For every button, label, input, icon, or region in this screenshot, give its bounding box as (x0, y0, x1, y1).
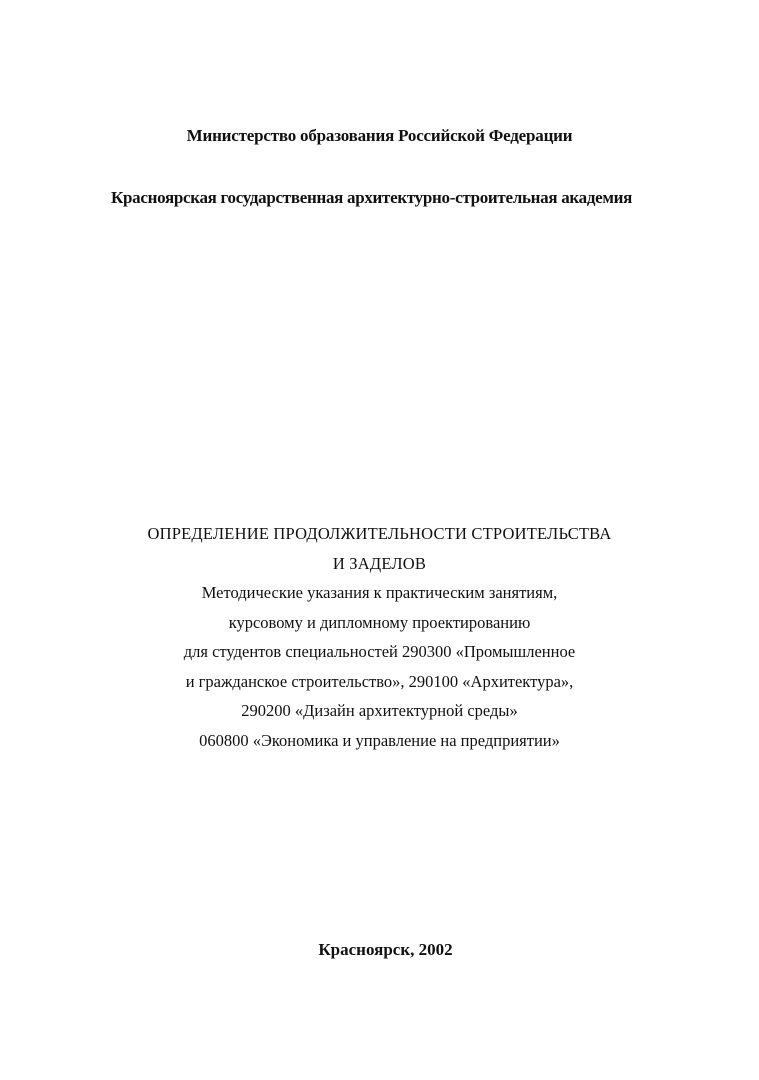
subtitle-line-1: Методические указания к практическим занятиям, (201, 583, 558, 602)
subtitle-line-3: для студентов специальностей 290300 «Промышленное (183, 642, 576, 661)
ministry-heading: Министерство образования Российской Федерации (186, 126, 573, 145)
subtitle-line-6: 060800 «Экономика и управление на предприятии» (199, 730, 560, 750)
academy-heading: Красноярская государственная архитектурно-строительная академия (110, 188, 633, 207)
subtitle-line-2: курсовому и дипломному проектированию (228, 612, 531, 632)
city-year: Красноярск, 2002 (318, 940, 453, 959)
title-block (0, 519, 759, 755)
subtitle-line-4: и гражданское строительство», 290100 «Архитектура», (185, 671, 574, 691)
subtitle-line-5: 290200 «Дизайн архитектурной среды» (241, 701, 518, 720)
document-title-line-2: И ЗАДЕЛОВ (332, 553, 427, 573)
document-title-line-1: ОПРЕДЕЛЕНИЕ ПРОДОЛЖИТЕЛЬНОСТИ СТРОИТЕЛЬСТВА (147, 524, 612, 543)
